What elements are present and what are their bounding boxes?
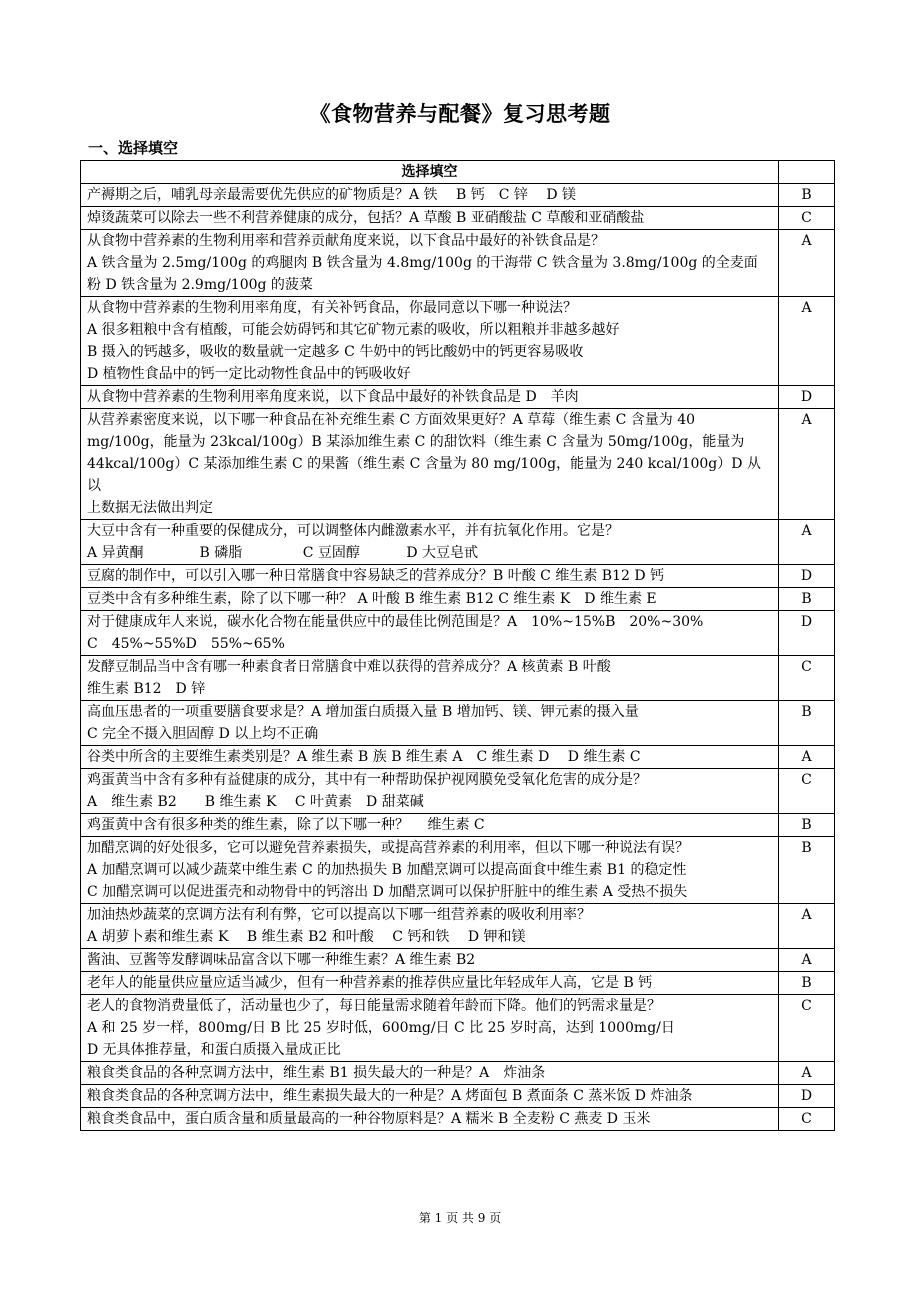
page-footer: 第 1 页 共 9 页 <box>418 1211 502 1225</box>
question-table <box>80 160 835 1131</box>
question-line: 粮食类食品中，蛋白质含量和质量最高的一种谷物原料是？A 糯米 B 全麦粉 C 燕麦 D 玉米 <box>87 1111 651 1127</box>
answer-cell: C <box>779 656 835 701</box>
question-row <box>81 409 835 520</box>
question-row <box>81 588 835 611</box>
question-text-cell <box>81 1108 779 1131</box>
question-text-cell <box>81 297 779 386</box>
question-text-cell <box>81 837 779 904</box>
question-text-cell <box>81 814 779 837</box>
question-text-cell <box>81 746 779 769</box>
question-text-cell <box>81 207 779 230</box>
question-line: A 铁含量为 2.5mg/100g 的鸡腿肉 B 铁含量为 4.8mg/100g 的干海带 C 铁含量为 3.8mg/100g 的全麦面 <box>87 255 758 271</box>
question-text-cell <box>81 769 779 814</box>
question-line: 焯烫蔬菜可以除去一些不利营养健康的成分，包括？A 草酸 B 亚硝酸盐 C 草酸和亚硝酸盐 <box>87 210 645 226</box>
question-line: C 45%~55%D 55%~65% <box>87 636 285 652</box>
answer-cell: A <box>779 297 835 386</box>
answer-cell: B <box>779 972 835 995</box>
answer-cell: A <box>779 409 835 520</box>
answer-cell: C <box>779 207 835 230</box>
answer-cell: B <box>779 814 835 837</box>
table-header-answer-cell <box>779 161 835 184</box>
answer-cell: A <box>779 949 835 972</box>
answer-cell: D <box>779 565 835 588</box>
question-row <box>81 565 835 588</box>
question-row <box>81 207 835 230</box>
question-row <box>81 904 835 949</box>
question-line: C 完全不摄入胆固醇 D 以上均不正确 <box>87 726 319 742</box>
question-row <box>81 1085 835 1108</box>
answer-cell: C <box>779 769 835 814</box>
question-line: 从食物中营养素的生物利用率角度，有关补钙食品，你最同意以下哪一种说法？ <box>87 300 577 316</box>
question-text-cell <box>81 611 779 656</box>
question-line: A 胡萝卜素和维生素 K B 维生素 B2 和叶酸 C 钙和铁 D 钾和镁 <box>87 929 526 945</box>
section-heading: 一、选择填空 <box>88 139 179 157</box>
answer-cell: A <box>779 746 835 769</box>
answer-cell: A <box>779 520 835 565</box>
question-text-cell <box>81 656 779 701</box>
question-line: 加油热炒蔬菜的烹调方法有利有弊，它可以提高以下哪一组营养素的吸收利用率？ <box>87 907 591 923</box>
question-line: 对于健康成年人来说，碳水化合物在能量供应中的最佳比例范围是？A 10%~15%B 20%~30% <box>87 614 704 630</box>
answer-cell: D <box>779 1085 835 1108</box>
question-line: 发酵豆制品当中含有哪一种素食者日常膳食中难以获得的营养成分？A 核黄素 B 叶酸 <box>87 659 611 675</box>
question-line: 豆类中含有多种维生素，除了以下哪一种？ A 叶酸 B 维生素 B12 C 维生素 K D 维生素 E <box>87 591 657 607</box>
question-row <box>81 949 835 972</box>
question-text-cell <box>81 1085 779 1108</box>
question-row <box>81 837 835 904</box>
question-row <box>81 184 835 207</box>
question-line: B 摄入的钙越多，吸收的数量就一定越多 C 牛奶中的钙比酸奶中的钙更容易吸收 <box>87 344 584 360</box>
question-row <box>81 769 835 814</box>
question-line: mg/100g，能量为 23kcal/100g）B 某添加维生素 C 的甜饮料（维生素 C 含量为 50mg/100g，能量为 <box>87 434 745 450</box>
question-line: 44kcal/100g）C 某添加维生素 C 的果酱（维生素 C 含量为 80 mg/100g，能量为 240 kcal/100g）D 从以 <box>87 456 761 494</box>
question-row <box>81 972 835 995</box>
answer-cell: B <box>779 837 835 904</box>
question-text-cell <box>81 949 779 972</box>
question-line: 粮食类食品的各种烹调方法中，维生素 B1 损失最大的一种是？A 炸油条 <box>87 1065 546 1081</box>
question-row <box>81 1062 835 1085</box>
answer-cell: C <box>779 1108 835 1131</box>
question-line: 从营养素密度来说，以下哪一种食品在补充维生素 C 方面效果更好？A 草莓（维生素 C 含量为 40 <box>87 412 696 428</box>
question-row <box>81 230 835 297</box>
question-line: 酱油、豆酱等发酵调味品富含以下哪一种维生素？A 维生素 B2 <box>87 952 476 968</box>
question-line: A 异黄酮 B 磷脂 C 豆固醇 D 大豆皂甙 <box>87 545 479 561</box>
question-line: A 加醋烹调可以减少蔬菜中维生素 C 的加热损失 B 加醋烹调可以提高面食中维生素 B1 的稳定性 <box>87 862 687 878</box>
question-text-cell <box>81 701 779 746</box>
question-line: 豆腐的制作中，可以引入哪一种日常膳食中容易缺乏的营养成分？B 叶酸 C 维生素 B12 D 钙 <box>87 568 665 584</box>
question-row <box>81 995 835 1062</box>
question-text-cell <box>81 1062 779 1085</box>
question-text-cell <box>81 588 779 611</box>
question-line: A 和 25 岁一样，800mg/日 B 比 25 岁时低，600mg/日 C 比 25 岁时高，达到 1000mg/日 <box>87 1020 675 1036</box>
question-line: 鸡蛋黄中含有很多种类的维生素，除了以下哪一种？ 维生素 C <box>87 817 485 833</box>
question-table-body <box>81 161 835 1131</box>
answer-cell: B <box>779 588 835 611</box>
question-line: D 植物性食品中的钙一定比动物性食品中的钙吸收好 <box>87 366 411 382</box>
question-line: 加醋烹调的好处很多，它可以避免营养素损失，或提高营养素的利用率，但以下哪一种说法有误？ <box>87 840 689 856</box>
question-row <box>81 1108 835 1131</box>
question-row <box>81 520 835 565</box>
question-line: A 维生素 B2 B 维生素 K C 叶黄素 D 甜菜碱 <box>87 794 424 810</box>
question-line: A 很多粗粮中含有植酸，可能会妨碍钙和其它矿物元素的吸收，所以粗粮并非越多越好 <box>87 322 620 338</box>
answer-cell: D <box>779 611 835 656</box>
question-line: 粉 D 铁含量为 2.9mg/100g 的菠菜 <box>87 277 313 293</box>
question-text-cell <box>81 409 779 520</box>
question-row <box>81 611 835 656</box>
question-row <box>81 656 835 701</box>
question-line: 维生素 B12 D 锌 <box>87 681 206 697</box>
question-line: 粮食类食品的各种烹调方法中，维生素损失最大的一种是？A 烤面包 B 煮面条 C 蒸米饭 D 炸油条 <box>87 1088 693 1104</box>
question-text-cell <box>81 995 779 1062</box>
table-header-row <box>81 161 835 184</box>
question-row <box>81 701 835 746</box>
answer-cell: B <box>779 184 835 207</box>
document-title: 《食物营养与配餐》复习思考题 <box>309 101 611 126</box>
question-line: 老年人的能量供应量应适当减少，但有一种营养素的推荐供应量比年轻成年人高，它是 B 钙 <box>87 975 653 991</box>
question-row <box>81 386 835 409</box>
answer-cell: C <box>779 995 835 1062</box>
question-line: 上数据无法做出判定 <box>87 500 213 516</box>
question-text-cell <box>81 520 779 565</box>
question-text-cell <box>81 386 779 409</box>
question-line: 大豆中含有一种重要的保健成分，可以调整体内雌激素水平，并有抗氧化作用。它是？ <box>87 523 619 539</box>
question-line: 老人的食物消费量低了，活动量也少了，每日能量需求随着年龄而下降。他们的钙需求量是？ <box>87 998 661 1014</box>
answer-cell: A <box>779 230 835 297</box>
answer-cell: B <box>779 701 835 746</box>
answer-cell: A <box>779 1062 835 1085</box>
question-line: 产褥期之后，哺乳母亲最需要优先供应的矿物质是？A 铁 B 钙 C 锌 D 镁 <box>87 187 577 203</box>
question-text-cell <box>81 230 779 297</box>
question-line: 从食物中营养素的生物利用率和营养贡献角度来说，以下食品中最好的补铁食品是？ <box>87 233 605 249</box>
question-text-cell <box>81 184 779 207</box>
question-row <box>81 814 835 837</box>
question-line: 从食物中营养素的生物利用率角度来说，以下食品中最好的补铁食品是 D 羊肉 <box>87 389 579 405</box>
question-text-cell <box>81 904 779 949</box>
answer-cell: A <box>779 904 835 949</box>
question-row <box>81 297 835 386</box>
question-line: D 无具体推荐量，和蛋白质摄入量成正比 <box>87 1042 341 1058</box>
table-header-cell: 选择填空 <box>81 161 779 184</box>
answer-cell: D <box>779 386 835 409</box>
question-line: 谷类中所含的主要维生素类别是？A 维生素 B 族 B 维生素 A C 维生素 D D 维生素 C <box>87 749 641 765</box>
question-text-cell <box>81 972 779 995</box>
question-line: C 加醋烹调可以促进蛋壳和动物骨中的钙溶出 D 加醋烹调可以保护肝脏中的维生素 A 受热不损失 <box>87 884 688 900</box>
question-line: 高血压患者的一项重要膳食要求是？A 增加蛋白质摄入量 B 增加钙、镁、钾元素的摄入量 <box>87 704 639 720</box>
question-text-cell <box>81 565 779 588</box>
question-row <box>81 746 835 769</box>
question-line: 鸡蛋黄当中含有多种有益健康的成分，其中有一种帮助保护视网膜免受氧化危害的成分是？ <box>87 772 647 788</box>
